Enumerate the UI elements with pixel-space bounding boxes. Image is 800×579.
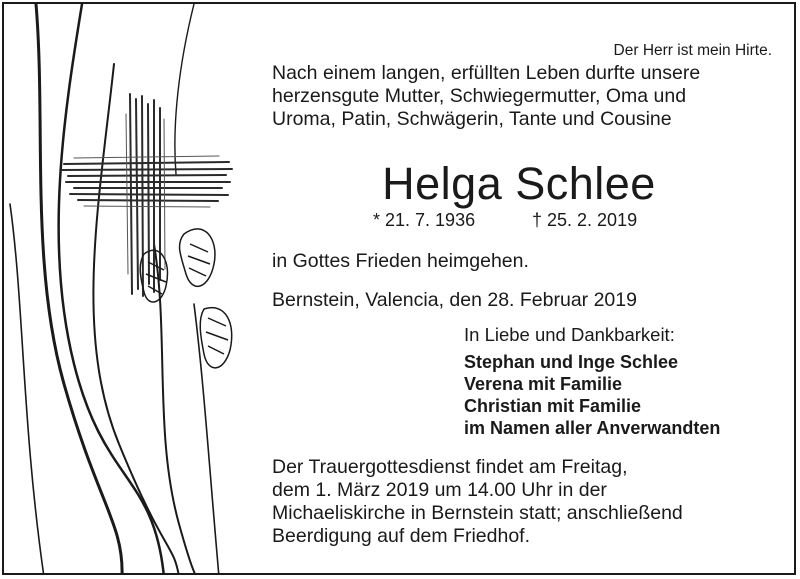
intro-line: Uroma, Patin, Schwägerin, Tante und Cousine (272, 108, 672, 130)
peace-line: in Gottes Frieden heimgehen. (272, 250, 529, 272)
intro-line: herzensgute Mutter, Schwiegermutter, Oma und (272, 85, 687, 107)
deceased-name: Helga Schlee (382, 158, 656, 209)
service-info (272, 456, 683, 548)
intro-line: Nach einem langen, erfüllten Leben durfte unsere (272, 62, 701, 84)
service-line: Michaeliskirche in Bernstein statt; anschließend (272, 502, 683, 524)
service-line: Der Trauergottesdienst findet am Freitag, (272, 456, 628, 478)
mourner-item: Verena mit Familie (464, 374, 623, 394)
service-line: Beerdigung auf dem Friedhof. (272, 525, 530, 547)
birth-date: * 21. 7. 1936 (373, 210, 476, 230)
place-date: Bernstein, Valencia, den 28. Februar 2019 (272, 289, 637, 311)
mourners-list (464, 351, 720, 439)
intro-text (272, 62, 700, 131)
obituary-card (2, 2, 796, 575)
motto: Der Herr ist mein Hirte. (613, 42, 772, 59)
death-date: † 25. 2. 2019 (532, 210, 638, 230)
service-line: dem 1. März 2019 um 14.00 Uhr in der (272, 479, 607, 501)
mourner-item: Christian mit Familie (464, 396, 642, 416)
mourner-item: Stephan und Inge Schlee (464, 352, 679, 372)
mourner-item: im Namen aller Anverwandten (464, 418, 721, 438)
thanks-line: In Liebe und Dankbarkeit: (464, 324, 675, 345)
cross-with-wheat-icon (4, 4, 264, 575)
